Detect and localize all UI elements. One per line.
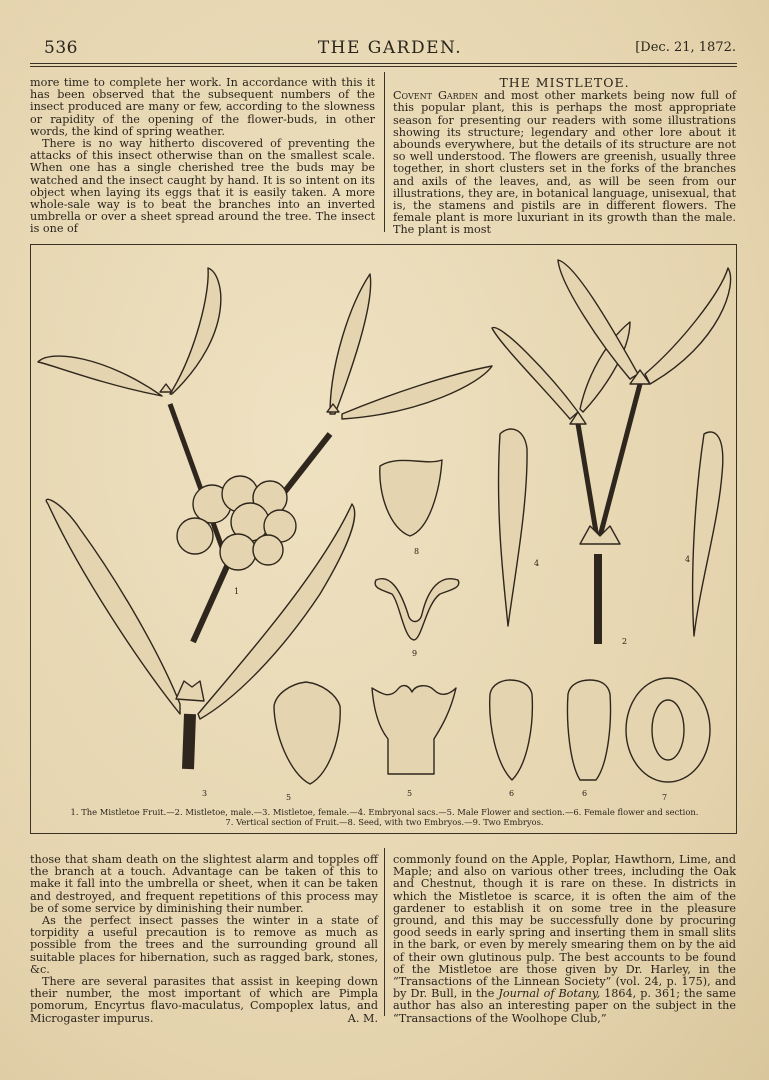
fig-9-embryos — [375, 579, 459, 640]
header-rule-2 — [30, 66, 737, 67]
paragraph: more time to complete her work. In accordance with this it has been observed that the subsequent numbers of the insect produced are many or few, according to the slowness or rapidity of the opening of the flower-buds, in other words, the kind of spring weather. — [30, 76, 375, 138]
paragraph: There is no way hitherto discovered of preventing the attacks of this insect otherwise than on the smallest scale. When one has a single cherished tree the buds may be watched and the insect caught by hand. It is so intent on its object when laying its eggs that it is easily taken. A more whole-sale way is to beat the branches into an inverted umbrella or over a sheet spread around the tree. The insect is one of — [30, 137, 375, 236]
figure-label: 6 — [509, 789, 515, 798]
figure-label: 1 — [234, 587, 240, 596]
top-right-column — [393, 77, 736, 237]
fig-6-female-flower-section — [568, 680, 611, 780]
issue-date: [Dec. 21, 1872. — [635, 40, 736, 55]
figure-label: 5 — [286, 793, 292, 802]
lead-words: Covent Garden — [393, 89, 478, 103]
page-header — [44, 38, 736, 60]
paragraph: Covent Garden and most other markets being now full of this popular plant, this is perhaps the most appropriate season for presenting our readers with some illustrations showing its structure; legendary and other lore about it abounds everywhere, but the details of its structure are not so well understood. The flowers are greenish, usually three together, in short clusters set in the forks of the branches and axils of the leaves, and, as will be seen from our illustrations, they are, in botanical language, unisexual, that is, the stamens and pistils are in different flowers. The female plant is more luxuriant in its growth than the male. The plant is most — [393, 89, 737, 237]
paragraph: commonly found on the Apple, Poplar, Hawthorn, Lime, and Maple; and also on various other trees, including the Oak and Chestnut, though it is rare on these. In districts in which the Mistletoe is scarce, it is often the aim of the gardener to establish it on some tree in the pleasure ground, and this may be successfully done by procuring good seeds in early spring and inserting them in small slits in the bark, or even by merely smearing them on by the aid of their own glutinous pulp. The best accounts to be found of the Mistletoe are those given by Dr. Harley, in the “Transactions of the Linnean Society” (vol. 24, p. 175), and by Dr. Bull, in the Journal of Botany, 1864, p. 361; the same author has also an interesting paper on the subject in the “Transactions of the Woolhope Club,” — [393, 853, 736, 1025]
figure-label: 7 — [662, 793, 668, 802]
header-rule — [30, 63, 737, 64]
column-divider — [384, 848, 385, 1016]
figure-label: 2 — [622, 637, 628, 646]
paragraph: those that sham death on the slightest alarm and topples off the branch at a touch. Advantage can be taken of this to make it fall into the umbrella or sheet, when it can be taken and destroyed, and frequent repetitions of this process may be of some service by diminishing their number. — [30, 853, 378, 915]
bottom-left-column — [30, 854, 378, 1025]
figure-label: 4 — [685, 555, 691, 564]
top-left-column — [30, 77, 375, 236]
figure-label: 4 — [534, 559, 540, 568]
fig-4-embryonal-sac-2 — [693, 432, 723, 636]
figure-label: 5 — [407, 789, 413, 798]
bottom-right-column — [393, 854, 736, 1025]
fig-5-male-flower — [274, 682, 340, 784]
article-title: THE MISTLETOE. — [499, 75, 630, 90]
figure-label: 8 — [414, 547, 420, 556]
fig-6-female-flower — [490, 680, 533, 780]
paragraph: There are several parasites that assist in keeping down their number, the most important of which are Pimpla pomorum, Encyrtus flavo-maculatus, Compoplex latus, and Microgaster impurus. A. M. — [30, 975, 378, 1025]
author-signature: A. M. — [347, 1011, 378, 1025]
figure-label: 9 — [412, 649, 418, 658]
journal-title: Journal of Botany, — [498, 987, 601, 1001]
caption-line: 7. Vertical section of Fruit.—8. Seed, with two Embryos.—9. Two Embryos. — [225, 817, 544, 827]
fig-4-embryonal-sac — [499, 429, 528, 626]
publication-title: THE GARDEN. — [317, 38, 463, 58]
caption-line: 1. The Mistletoe Fruit.—2. Mistletoe, male.—3. Mistletoe, female.—4. Embryonal sacs.—5. Male Flower and section.—6. Female flower and section. — [70, 807, 699, 817]
page-number: 536 — [44, 38, 78, 58]
fig-8-seed — [380, 460, 442, 536]
paragraph: As the perfect insect passes the winter in a state of torpidity a useful precaution is to remove as much as possible from the trees and the surrounding ground all suitable places for hibernation, such as ragged bark, stones, &c. — [30, 914, 378, 976]
figure-label: 3 — [202, 789, 208, 798]
column-divider — [384, 72, 385, 232]
mistletoe-engraving — [30, 244, 737, 834]
figure-caption — [36, 807, 733, 827]
botanical-illustration — [30, 244, 737, 834]
fig-5-male-flower-section — [372, 686, 456, 774]
figure-label: 6 — [582, 789, 588, 798]
fig-7-fruit-seed — [652, 700, 684, 760]
